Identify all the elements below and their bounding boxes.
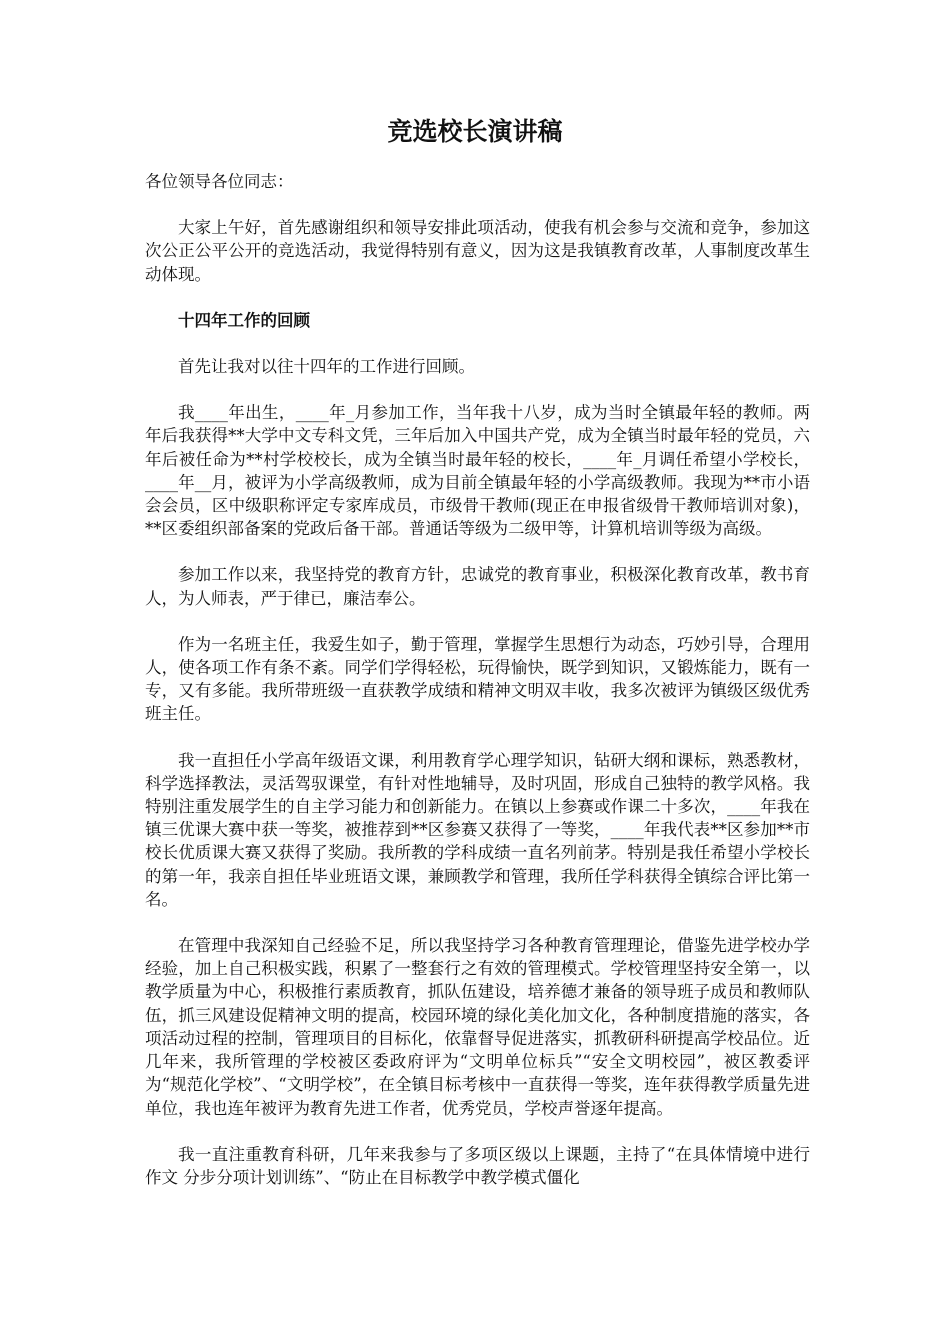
paragraph-principles: 参加工作以来，我坚持党的教育方针，忠诚党的教育事业，积极深化教育改革，教书育人，为人师表，严于律已，廉洁奉公。 [145,565,810,608]
paragraph-opening: 大家上午好，首先感谢组织和领导安排此项活动，使我有机会参与交流和竞争，参加这次公正公平公开的竞选活动，我觉得特别有意义，因为这是我镇教育改革，人事制度改革生动体现。 [145,218,810,284]
paragraph-teaching: 我一直担任小学高年级语文课，利用教育学心理学知识，钻研大纲和课标，熟悉教材，科学选择教法，灵活驾驭课堂，有针对性地辅导，及时巩固，形成自己独特的教学风格。我特别注重发展学生的自主学习能力和创新能力。在镇以上参赛或作课二十多次，____年我在镇三优课大赛中获一等奖，被推荐到**区参赛又获得了一等奖，____年我代表**区参加**市校长优质课大赛又获得了奖励。我所教的学科成绩一直名列前茅。特别是我任希望小学校长的第一年，我亲自担任毕业班语文课，兼顾教学和管理，我所任学科获得全镇综合评比第一名。 [145,750,810,909]
salutation: 各位领导各位同志： [145,172,294,191]
section-heading: 十四年工作的回顾 [178,310,310,330]
document-title: 竞选校长演讲稿 [387,117,563,146]
paragraph-career: 我____年出生，____年_月参加工作，当年我十八岁，成为当时全镇最年轻的教师。两年后我获得**大学中文专科文凭，三年后加入中国共产党，成为全镇当时最年轻的党员，六年后被任命为**村学校校长，成为全镇当时最年轻的校长，____年_月调任希望小学校长，____年__月，被评为小学高级教师，成为目前全镇最年轻的小学高级教师。我现为**市小语会会员，区中级职称评定专家库成员，市级骨干教师(现正在申报省级骨干教师培训对象)，**区委组织部备案的党政后备干部。普通话等级为二级甲等，计算机培训等级为高级。 [145,403,811,539]
paragraph-review-intro: 首先让我对以往十四年的工作进行回顾。 [178,357,475,377]
paragraph-management: 在管理中我深知自己经验不足，所以我坚持学习各种教育管理理论，借鉴先进学校办学经验，加上自己积极实践，积累了一整套行之有效的管理模式。学校管理坚持安全第一，以教学质量为中心，积极推行素质教育，抓队伍建设，培养德才兼备的领导班子成员和教师队伍，抓三风建设促精神文明的提高，校园环境的绿化美化加文化，各种制度措施的落实，各项活动过程的控制，管理项目的目标化，依靠督导促进落实，抓教研科研提高学校品位。近几年来，我所管理的学校被区委政府评为“文明单位标兵”“安全文明校园”，被区教委评为“规范化学校”、“文明学校”，在全镇目标考核中一直获得一等奖，连年获得教学质量先进单位，我也连年被评为教育先进工作者，优秀党员，学校声誉逐年提高。 [145,936,810,1118]
paragraph-class-teacher: 作为一名班主任，我爱生如子，勤于管理，掌握学生思想行为动态，巧妙引导，合理用人，使各项工作有条不紊。同学们学得轻松，玩得愉快，既学到知识，又锻炼能力，既有一专，又有多能。我所带班级一直获教学成绩和精神文明双丰收，我多次被评为镇级区级优秀班主任。 [145,634,810,724]
paragraph-research: 我一直注重教育科研，几年来我参与了多项区级以上课题，主持了“在具体情境中进行 作文 分步分项计划训练”、“防止在目标教学中教学模式僵化 [145,1144,810,1187]
document-body [145,170,810,1212]
